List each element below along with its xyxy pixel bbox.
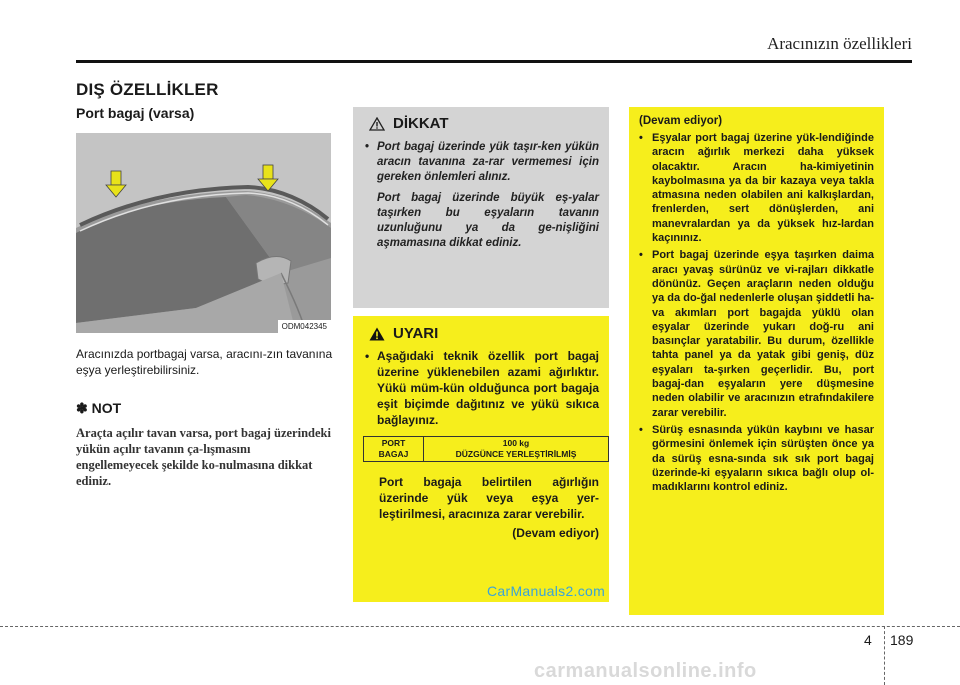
list-item: [639, 423, 874, 494]
chapter-number: 4: [864, 632, 872, 648]
caution-box: [353, 107, 609, 308]
footer-site-watermark[interactable]: carmanualsonline.info: [534, 660, 757, 682]
chapter-title: Aracınızın özellikleri: [767, 34, 912, 53]
caution-heading: [369, 115, 599, 132]
warning-heading: [369, 325, 599, 342]
roof-rack-figure: [76, 133, 331, 333]
bullet: •: [639, 423, 643, 436]
car-roof-illustration: [76, 133, 331, 333]
continued-warning-box: [629, 107, 884, 615]
watermark-link[interactable]: CarManuals2.com: [487, 583, 606, 599]
caution-triangle-icon: [369, 117, 385, 131]
warning-heading-text: UYARI: [393, 325, 439, 342]
header-rule: [76, 60, 912, 63]
warning-item-continued: Port bagaja belirtilen ağırlığın üzerinde yük veya eşya yer-leştirilmesi, aracınıza zarar verebilir.: [379, 475, 599, 521]
section-title: DIŞ ÖZELLİKLER: [76, 80, 219, 99]
warning-triangle-icon: [369, 327, 385, 341]
caution-item-continued: Port bagaj üzerinde büyük eş-yalar taşırken bu eşyaların tavanın uzunluğunu ya da ge-nişliğini aşmamasına dikkat ediniz.: [377, 192, 599, 249]
warning-item-text: Aşağıdaki teknik özellik port bagaj üzerine yüklenebilen azami ağırlıktır. Yükü müm-kün olduğunca port bagaja eşit biçimde dağıtınız ve yükü sıkıca bağlayınız.: [377, 349, 599, 427]
page-number: 189: [890, 632, 914, 648]
load-spec-table: [363, 436, 609, 462]
spec-value-weight: 100 kg: [502, 438, 530, 448]
caution-list: [365, 140, 599, 251]
bullet: •: [365, 141, 370, 153]
intro-paragraph: Aracınızda portbagaj varsa, aracını-zın tavanına eşya yerleştirebilirsiniz.: [76, 347, 333, 377]
footer-rule: [0, 626, 960, 627]
spec-value-condition: DÜZGÜNCE YERLEŞTİRİLMİŞ: [455, 449, 577, 459]
spec-label-line2: BAGAJ: [378, 449, 409, 459]
bullet: •: [639, 249, 643, 262]
note-heading: ✽ NOT: [76, 400, 122, 416]
list-item-text: Sürüş esnasında yükün kaybını ve hasar görmesini önlemek için sürüşten önce ya da sürüş esna-sında sık sık port bagaj üzerinde-ki eşyaların sıkıca bağlı olup ol-madıklarını kontrol ediniz.: [652, 423, 874, 494]
bullet: •: [639, 132, 643, 144]
warning-item: [365, 348, 599, 428]
caution-item: [365, 140, 599, 185]
continued-label: (Devam ediyor): [512, 526, 599, 540]
list-item-text: Port bagaj üzerinde eşya taşırken daima aracı yavaş sürünüz ve vi-rajları dikkatle dönünüz. Geçen araçların neden olduğu ya da do-ğal nedenlerle oluşan şiddetli ha-va akımları port bagajda yüklü olan eşyalar üzerinde yukarı doğ-ru ani basınçlar yaratabilir. Bu durum, özellikle tahta panel ya da yatak gibi geniş, düz eşyaları ta-şırken geçerlidir. Bu, port bagaj-dan eşyaların yere düşmesine neden olabilir ve aracınızın etrafındakilere zarar verebilir.: [652, 249, 874, 419]
list-item: [639, 248, 874, 420]
page-separator: [884, 626, 885, 685]
subsection-title: Port bagaj (varsa): [76, 105, 195, 121]
warning-list: [365, 348, 599, 428]
bullet: •: [365, 349, 370, 363]
list-item-text: Eşyalar port bagaj üzerine yük-lendiğinde aracın ağırlık merkezi daha yüksek olacaktır. Aracın ha-kimiyetinin kaybolmasına ya da bir kazaya veya takla atmasına neden olabilen ani kalkışlardan, frenlerden, sert dönüşlerden, ani manevralardan ya da yüksek hız-lardan kaçınınız.: [652, 132, 874, 245]
spec-value-cell: [424, 437, 609, 462]
warning-box: [353, 316, 609, 602]
list-item: [639, 131, 874, 245]
note-paragraph: Araçta açılır tavan varsa, port bagaj üzerindeki yükün açılır tavanın ça-lışmasını engellemeyecek şekilde ko-nulmasına dikkat ediniz.: [76, 426, 331, 488]
spec-label-cell: [364, 437, 424, 462]
caution-item-text: Port bagaj üzerinde yük taşır-ken yükün aracın tavanına za-rar vermemesi için gereken önlemleri alınız.: [377, 141, 599, 183]
continued-title: (Devam ediyor): [639, 115, 723, 127]
figure-code: ODM042345: [278, 320, 331, 333]
continued-list: [639, 131, 874, 494]
caution-heading-text: DİKKAT: [393, 115, 449, 132]
spec-label-line1: PORT: [381, 438, 406, 448]
